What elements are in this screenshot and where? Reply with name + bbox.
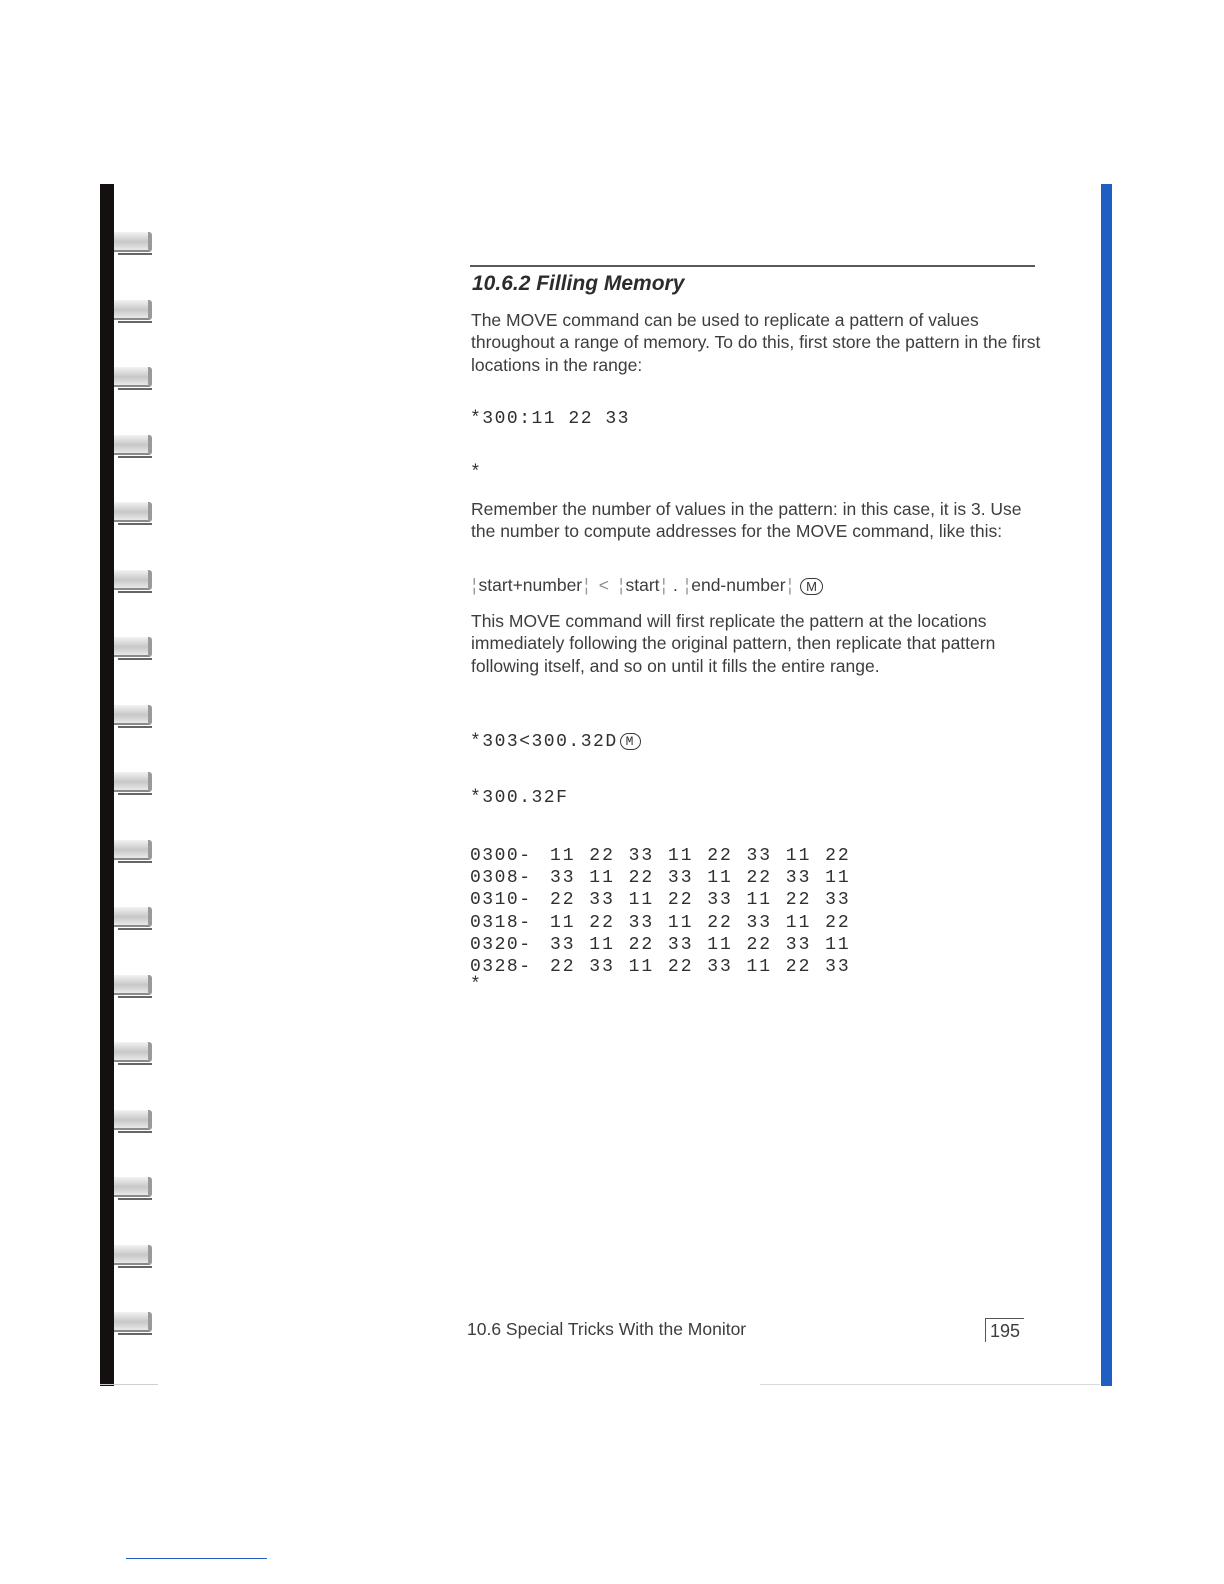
ring-coil xyxy=(114,435,152,455)
ring-coil xyxy=(114,570,152,590)
dump-byte: 11 xyxy=(628,890,655,911)
dump-row xyxy=(470,845,864,867)
binding-ring xyxy=(100,1108,152,1134)
dump-byte: 22 xyxy=(825,846,851,867)
dump-byte: 22 xyxy=(550,890,576,911)
explain-paragraph: This MOVE command will first replicate the pattern at the locations immediately following the original pattern, then replicate that pattern following itself, and so on until it fills the entire range. xyxy=(471,611,996,676)
binding-ring xyxy=(100,1310,152,1336)
ring-coil xyxy=(114,975,152,995)
dump-address: 0318- xyxy=(470,912,532,933)
dump-byte: 11 xyxy=(707,934,733,955)
dump-byte: 33 xyxy=(707,890,733,911)
dump-byte: 11 xyxy=(785,846,812,867)
move-command: *303<300.32D xyxy=(470,732,618,752)
dump-byte: 33 xyxy=(667,868,694,889)
ring-shadow xyxy=(118,861,152,863)
dump-row xyxy=(470,889,864,911)
dump-byte: 22 xyxy=(667,890,694,911)
binding-ring xyxy=(100,703,152,729)
examine-command: *300.32F xyxy=(470,788,569,808)
page-bottom-edge xyxy=(760,1384,1100,1385)
ring-shadow xyxy=(118,1333,152,1335)
dump-byte: 22 xyxy=(628,934,655,955)
dump-byte: 33 xyxy=(825,890,851,911)
dump-byte: 33 xyxy=(628,912,655,933)
ring-coil xyxy=(114,1110,152,1130)
dump-row xyxy=(470,956,864,978)
m-key-icon: M xyxy=(800,578,823,595)
spiral-binding xyxy=(100,184,160,1386)
ring-shadow xyxy=(118,928,152,930)
syntax-bracket: ¦ xyxy=(618,575,624,595)
ring-shadow xyxy=(118,658,152,660)
prompt-line: * xyxy=(470,463,483,483)
ring-shadow xyxy=(118,1266,152,1268)
m-key-icon: M xyxy=(620,733,641,750)
binding-ring xyxy=(100,568,152,594)
dump-byte: 33 xyxy=(785,934,812,955)
ring-shadow xyxy=(118,726,152,728)
dump-byte: 22 xyxy=(785,890,812,911)
ring-coil xyxy=(114,502,152,522)
dump-byte: 33 xyxy=(785,868,812,889)
dump-byte: 22 xyxy=(667,957,694,978)
ring-shadow xyxy=(118,996,152,998)
dump-byte: 33 xyxy=(667,934,694,955)
ring-shadow xyxy=(118,456,152,458)
memory-dump xyxy=(470,845,864,978)
binding-ring xyxy=(100,433,152,459)
binding-ring xyxy=(100,905,152,931)
syntax-dot: . xyxy=(672,575,678,595)
ring-coil xyxy=(114,1245,152,1265)
dump-byte: 11 xyxy=(667,912,694,933)
dump-byte: 11 xyxy=(785,912,812,933)
dump-byte: 11 xyxy=(707,868,733,889)
ring-coil xyxy=(114,907,152,927)
intro-paragraph: The MOVE command can be used to replicate a pattern of values throughout a range of memory. To do this, first store the pattern in the first locations in the range: xyxy=(471,310,1041,375)
ring-coil xyxy=(114,300,152,320)
dump-byte: 11 xyxy=(825,934,851,955)
dump-byte: 11 xyxy=(746,890,773,911)
syntax-end: end-number xyxy=(691,575,786,595)
dump-address: 0300- xyxy=(470,846,532,867)
dump-row xyxy=(470,912,864,934)
ring-coil xyxy=(114,1312,152,1332)
move-command-line xyxy=(470,732,641,752)
blue-underline xyxy=(126,1558,267,1559)
ring-coil xyxy=(114,705,152,725)
dump-byte: 33 xyxy=(825,957,851,978)
ring-coil xyxy=(114,1042,152,1062)
binding-ring xyxy=(100,838,152,864)
move-syntax xyxy=(470,575,823,596)
dump-row xyxy=(470,867,864,889)
ring-shadow xyxy=(118,1063,152,1065)
dump-byte: 22 xyxy=(746,934,773,955)
dump-byte: 33 xyxy=(746,912,773,933)
binding-ring xyxy=(100,298,152,324)
dump-byte: 22 xyxy=(825,912,851,933)
dump-byte: 11 xyxy=(550,912,576,933)
section-heading: 10.6.2 Filling Memory xyxy=(472,272,685,295)
page-edge-blue xyxy=(1101,184,1112,1386)
ring-shadow xyxy=(118,321,152,323)
ring-shadow xyxy=(118,388,152,390)
dump-byte: 11 xyxy=(589,934,615,955)
dump-address: 0310- xyxy=(470,890,532,911)
ring-shadow xyxy=(118,591,152,593)
dump-byte: 11 xyxy=(825,868,851,889)
page-number: 195 xyxy=(985,1318,1024,1342)
dump-byte: 22 xyxy=(550,957,576,978)
store-command: *300:11 22 33 xyxy=(470,409,630,429)
syntax-dest: start+number xyxy=(478,575,583,595)
dump-address: 0320- xyxy=(470,934,532,955)
syntax-bracket: ¦ xyxy=(472,575,477,595)
end-prompt: * xyxy=(470,975,483,995)
syntax-bracket: ¦ xyxy=(787,575,793,595)
dump-byte: 22 xyxy=(589,912,615,933)
section-rule xyxy=(470,265,1035,267)
binding-ring xyxy=(100,500,152,526)
binding-ring xyxy=(100,1243,152,1269)
syntax-bracket: ¦ xyxy=(584,575,589,595)
ring-coil xyxy=(114,232,152,252)
remember-paragraph: Remember the number of values in the pattern: in this case, it is 3. Use the number to compute addresses for the MOVE command, like this: xyxy=(471,499,1022,542)
dump-row xyxy=(470,934,864,956)
dump-byte: 33 xyxy=(628,846,655,867)
dump-byte: 22 xyxy=(746,868,773,889)
ring-shadow xyxy=(118,793,152,795)
dump-byte: 22 xyxy=(707,846,733,867)
dump-byte: 22 xyxy=(785,957,812,978)
dump-byte: 11 xyxy=(746,957,773,978)
ring-shadow xyxy=(118,1198,152,1200)
binding-ring xyxy=(100,1040,152,1066)
syntax-less-than: < xyxy=(598,575,609,595)
dump-byte: 33 xyxy=(707,957,733,978)
syntax-bracket: ¦ xyxy=(661,575,667,595)
dump-byte: 22 xyxy=(589,846,615,867)
binding-ring xyxy=(100,973,152,999)
ring-coil xyxy=(114,840,152,860)
syntax-bracket: ¦ xyxy=(684,575,690,595)
dump-byte: 11 xyxy=(628,957,655,978)
binding-ring xyxy=(100,230,152,256)
footer-title: 10.6 Special Tricks With the Monitor xyxy=(467,1319,747,1339)
dump-byte: 11 xyxy=(550,846,576,867)
page-bottom-edge-left xyxy=(100,1384,158,1385)
dump-address: 0328- xyxy=(470,957,532,978)
dump-byte: 33 xyxy=(550,934,576,955)
ring-shadow xyxy=(118,1131,152,1133)
dump-byte: 33 xyxy=(550,868,576,889)
dump-byte: 33 xyxy=(589,957,615,978)
syntax-start: start xyxy=(625,575,660,595)
binding-ring xyxy=(100,770,152,796)
ring-coil xyxy=(114,1177,152,1197)
dump-byte: 11 xyxy=(589,868,615,889)
ring-coil xyxy=(114,637,152,657)
dump-byte: 22 xyxy=(628,868,655,889)
dump-byte: 33 xyxy=(589,890,615,911)
binding-ring xyxy=(100,1175,152,1201)
ring-coil xyxy=(114,772,152,792)
dump-byte: 11 xyxy=(667,846,694,867)
ring-shadow xyxy=(118,253,152,255)
dump-address: 0308- xyxy=(470,868,532,889)
binding-ring xyxy=(100,365,152,391)
ring-coil xyxy=(114,367,152,387)
binding-ring xyxy=(100,635,152,661)
dump-byte: 33 xyxy=(746,846,773,867)
dump-byte: 22 xyxy=(707,912,733,933)
ring-shadow xyxy=(118,523,152,525)
